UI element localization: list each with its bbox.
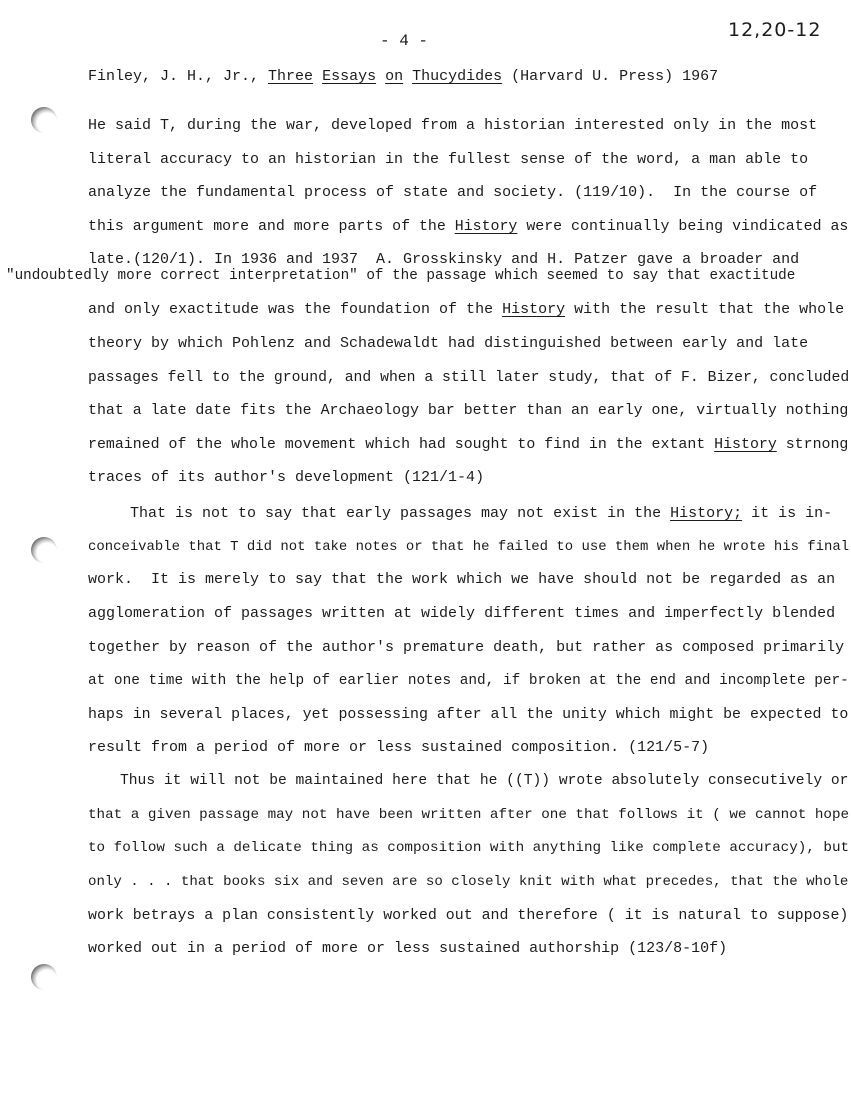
citation-author: Finley, J. H., Jr., [88, 68, 269, 85]
text-line: agglomeration of passages written at widely different times and imperfectly blended [88, 605, 836, 622]
text-line: worked out in a period of more or less sustained authorship (123/8-10f) [88, 940, 728, 957]
text-line: "undoubtedly more correct interpretation" of the passage which seemed to say that exactitude [6, 268, 796, 284]
text-line: literal accuracy to an historian in the fullest sense of the word, a man able to [88, 151, 809, 168]
text-line [88, 300, 844, 320]
text-line [88, 435, 848, 455]
text-line: that a given passage may not have been written after one that follows it ( we cannot hope [88, 807, 850, 823]
citation-line [88, 67, 718, 87]
text-line: work betrays a plan consistently worked out and therefore ( it is natural to suppose) [88, 908, 849, 924]
text-line: work. It is merely to say that the work which we have should not be regarded as an [88, 571, 836, 588]
handwritten-date: 12,20-12 [728, 19, 822, 41]
text-segment: with the result that the whole [565, 301, 845, 318]
history-title: History [502, 301, 566, 318]
text-segment: were continually being vindicated as [517, 219, 849, 235]
citation-title-word: Thucydides [412, 68, 503, 85]
text-line [88, 217, 848, 237]
citation-title-word: Essays [322, 68, 377, 85]
text-line: passages fell to the ground, and when a still later study, that of F. Bizer, concluded [88, 370, 850, 386]
text-line: to follow such a delicate thing as composition with anything like complete accuracy), but [88, 840, 850, 856]
citation-publisher: (Harvard U. Press) 1967 [502, 68, 719, 85]
text-line: haps in several places, yet possessing after all the unity which might be expected to [88, 707, 849, 723]
text-line: theory by which Pohlenz and Schadewaldt had distinguished between early and late [88, 335, 809, 352]
text-segment: That is not to say that early passages may not exist in the [130, 505, 671, 522]
history-title: History; [670, 505, 743, 522]
text-line: only . . . that books six and seven are so closely knit with what precedes, that the whole [88, 874, 849, 890]
text-line: traces of its author's development (121/1-4) [88, 469, 485, 486]
text-line [130, 504, 832, 524]
text-line: Thus it will not be maintained here that he ((T)) wrote absolutely consecutively or [120, 773, 849, 789]
text-segment: remained of the whole movement which had sought to find in the extant [88, 437, 715, 453]
punch-hole-middle [31, 537, 57, 563]
history-title: History [714, 437, 777, 453]
text-line: He said T, during the war, developed from a historian interested only in the most [88, 117, 818, 134]
text-line: result from a period of more or less sustained composition. (121/5-7) [88, 739, 710, 756]
text-line: late.(120/1). In 1936 and 1937 A. Grosskinsky and H. Patzer gave a broader and [88, 251, 800, 268]
punch-hole-top [31, 107, 57, 133]
text-line: analyze the fundamental process of state and society. (119/10). In the course of [88, 184, 818, 201]
text-segment: strnong [776, 437, 849, 453]
text-line: that a late date fits the Archaeology bar better than an early one, virtually nothing [88, 403, 849, 419]
citation-title-word: Three [268, 68, 314, 85]
text-segment: this argument more and more parts of the [88, 219, 455, 235]
text-segment: it is in- [742, 505, 833, 522]
punch-hole-bottom [31, 964, 57, 990]
citation-title-word: on [385, 68, 404, 85]
text-line: conceivable that T did not take notes or that he failed to use them when he wrote his final [88, 539, 850, 555]
history-title: History [454, 219, 518, 235]
text-segment: and only exactitude was the foundation of the [88, 301, 503, 318]
text-line: together by reason of the author's premature death, but rather as composed primarily [88, 639, 845, 656]
page-number: - 4 - [380, 32, 429, 50]
text-line: at one time with the help of earlier notes and, if broken at the end and incomplete per- [88, 673, 849, 689]
